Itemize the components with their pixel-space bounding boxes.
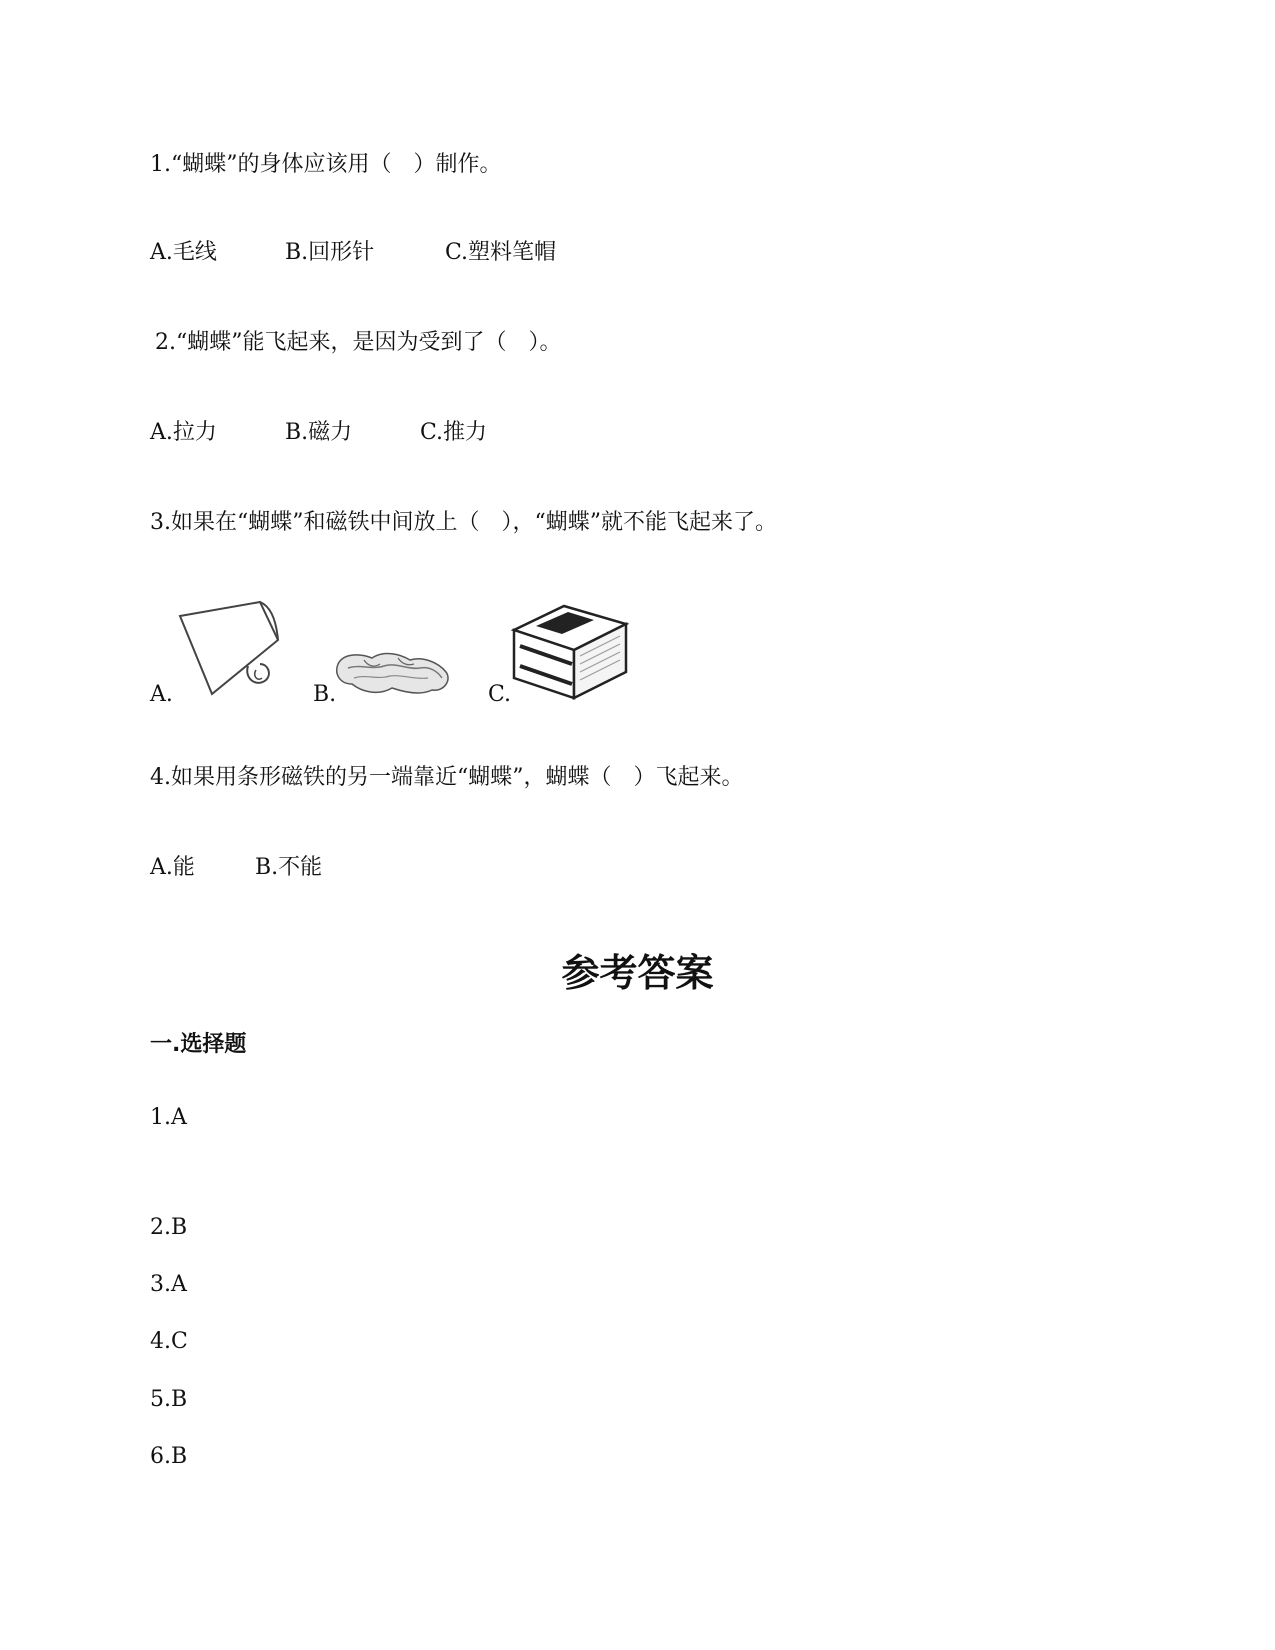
answer-4: 4.C [150, 1329, 188, 1354]
book-image [508, 602, 634, 702]
answer-6: 6.B [150, 1444, 188, 1469]
question-4-text: 4.如果用条形磁铁的另一端靠近“蝴蝶”，蝴蝶（ ）飞起来。 [150, 765, 744, 790]
question-2-option-c: C.推力 [420, 420, 488, 445]
question-3-option-a: A. [150, 682, 173, 707]
question-1-text: 1.“蝴蝶”的身体应该用（ ）制作。 [150, 152, 502, 177]
question-4-option-b: B.不能 [255, 855, 323, 880]
answers-title: 参考答案 [561, 951, 714, 995]
question-1-option-b: B.回形针 [285, 240, 375, 265]
answer-3: 3.A [150, 1272, 187, 1297]
answer-2: 2.B [150, 1215, 188, 1240]
paper-sheet-image [172, 596, 290, 700]
section-title: 一.选择题 [150, 1032, 247, 1057]
question-1-option-c: C.塑料笔帽 [445, 240, 557, 265]
question-1-option-a: A.毛线 [150, 240, 217, 265]
cloth-image [334, 644, 454, 702]
answer-1: 1.A [150, 1105, 187, 1130]
question-4-option-a: A.能 [150, 855, 195, 880]
answer-5: 5.B [150, 1387, 188, 1412]
question-2-option-b: B.磁力 [285, 420, 353, 445]
question-2-text: 2.“蝴蝶”能飞起来，是因为受到了（ ）。 [155, 330, 562, 355]
question-3-text: 3.如果在“蝴蝶”和磁铁中间放上（ ），“蝴蝶”就不能飞起来了。 [150, 510, 777, 535]
question-3-option-b: B. [313, 682, 337, 707]
question-2-option-a: A.拉力 [150, 420, 217, 445]
question-3-option-c: C. [488, 682, 512, 707]
